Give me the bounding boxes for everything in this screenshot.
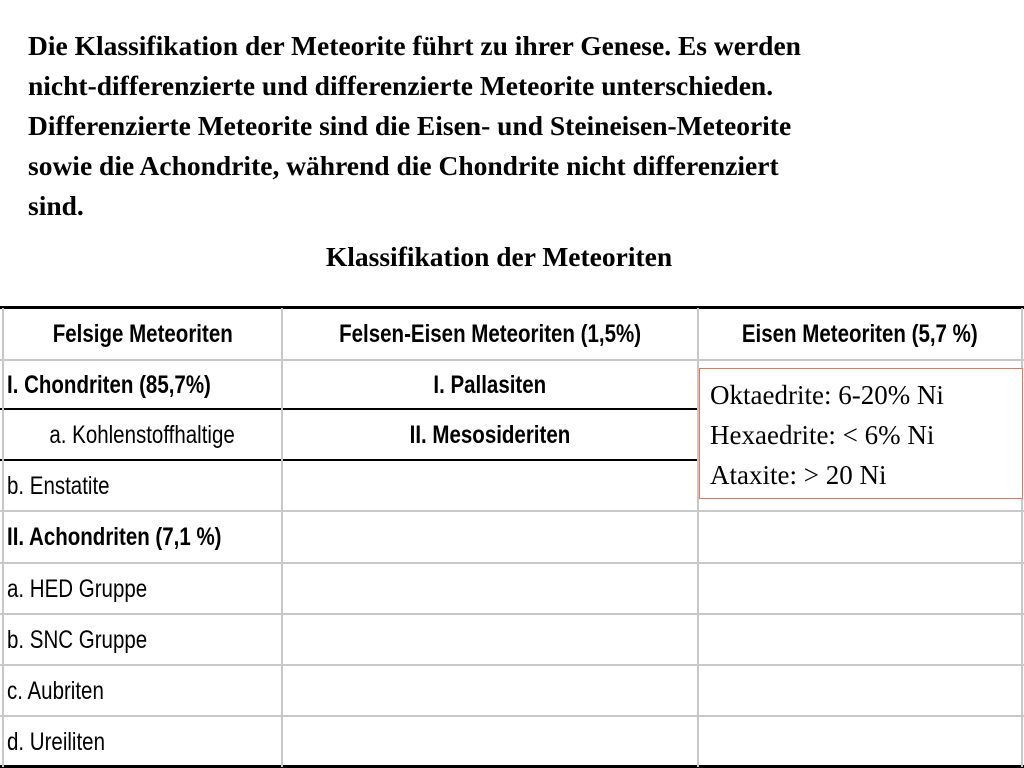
iron-subtype-hexaedrite: Hexaedrite: < 6% Ni (710, 420, 935, 450)
iron-subtype-oktaedrite: Oktaedrite: 6-20% Ni (710, 380, 944, 410)
table-title: Klassifikation der Meteoriten (325, 241, 673, 272)
row-ureiliten: d. Ureiliten (7, 728, 105, 756)
intro-line: Differenzierte Meteorite sind die Eisen- und Steineisen-Meteorite (28, 110, 792, 141)
row-kohlenstoffhaltige: a. Kohlenstoffhaltige (49, 421, 236, 449)
row-hed-gruppe: a. HED Gruppe (7, 575, 148, 603)
row-chondriten: I. Chondriten (85,7%) (7, 371, 211, 399)
iron-subtypes-box (699, 368, 1023, 499)
header-stony-iron-meteorites: Felsen-Eisen Meteoriten (1,5%) (339, 320, 641, 348)
header-rocky-meteorites: Felsige Meteoriten (52, 320, 233, 348)
row-pallasiten: I. Pallasiten (433, 371, 547, 399)
row-mesosideriten: II. Mesosideriten (409, 421, 571, 449)
row-achondriten: II. Achondriten (7,1 %) (7, 523, 222, 551)
row-aubriten: c. Aubriten (7, 677, 104, 705)
intro-paragraph (28, 26, 998, 226)
intro-line: sowie die Achondrite, während die Chondrite nicht differenziert (28, 150, 779, 181)
intro-line: nicht-differenzierte und differenzierte Meteorite unterschieden. (28, 70, 774, 101)
header-iron-meteorites: Eisen Meteoriten (5,7 %) (742, 320, 978, 348)
intro-line: sind. (28, 190, 84, 221)
iron-subtype-ataxite: Ataxite: > 20 Ni (710, 460, 887, 490)
intro-line: Die Klassifikation der Meteorite führt zu ihrer Genese. Es werden (28, 30, 801, 61)
row-enstatite: b. Enstatite (7, 472, 110, 500)
grid-col-line (2, 308, 4, 767)
row-snc-gruppe: b. SNC Gruppe (7, 626, 148, 654)
